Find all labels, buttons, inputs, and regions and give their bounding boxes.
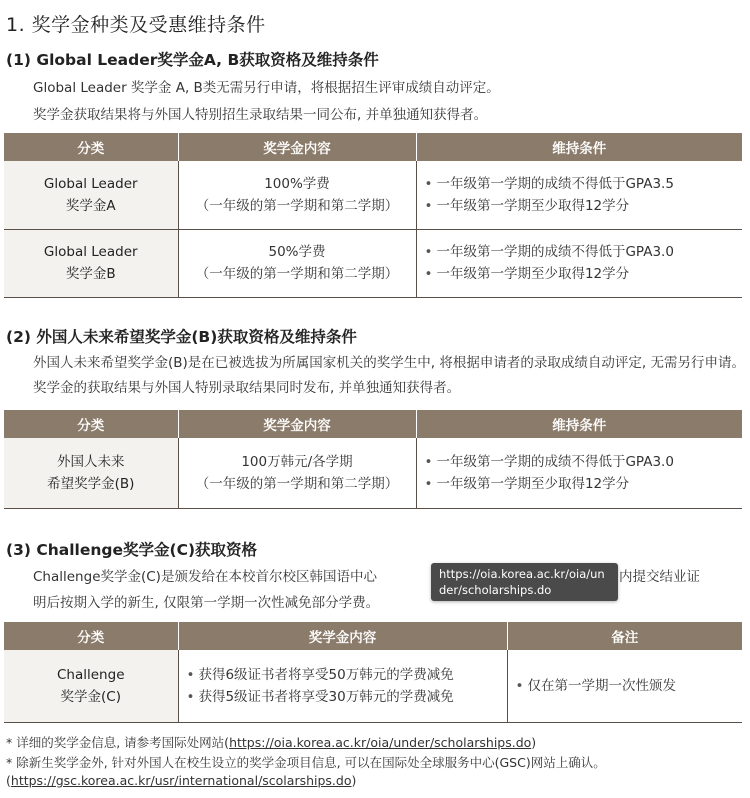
table-row	[4, 650, 742, 722]
bullet-icon: •	[186, 688, 195, 705]
category-cell	[4, 229, 178, 297]
category-line: Challenge	[57, 666, 125, 683]
content-line: 50%学费	[268, 244, 326, 260]
content-cell	[178, 229, 416, 297]
footnote-1-prefix: * 详细的奖学金信息, 请参考国际处网站(	[6, 735, 230, 750]
category-cell	[4, 438, 178, 508]
category-line: 奖学金(C)	[60, 688, 121, 705]
content-line: 获得5级证书者将享受30万韩元的学费减免	[198, 688, 454, 705]
content-line: （一年级的第一学期和第二学期）	[195, 266, 399, 282]
bullet-icon: •	[424, 197, 433, 214]
content-cell	[178, 650, 507, 722]
header-content: 奖学金内容	[178, 410, 416, 438]
section1-line-2: 奖学金获取结果将与外国人特别招生录取结果一同公布, 并单独通知获得者。	[33, 107, 488, 123]
bullet-icon: •	[424, 453, 433, 470]
section1-line-1: Global Leader 奖学金 A, B类无需另行申请，将根据招生评审成绩自动评定。	[33, 80, 500, 96]
footnote-3-suffix: )	[351, 773, 357, 788]
category-line: 奖学金A	[65, 197, 116, 214]
bullet-icon: •	[424, 266, 433, 282]
table-row	[4, 438, 742, 508]
footnote-1-suffix: )	[531, 735, 537, 750]
category-line: 希望奖学金(B)	[47, 475, 135, 492]
condition-cell	[416, 438, 742, 508]
condition-line: 一年级第一学期至少取得12学分	[436, 266, 630, 282]
table-header-row	[4, 133, 742, 161]
header-content: 奖学金内容	[178, 133, 416, 161]
content-line: 100万韩元/各学期	[241, 453, 353, 470]
content-cell	[178, 161, 416, 229]
condition-line: 一年级第一学期至少取得12学分	[436, 475, 630, 492]
condition-cell	[416, 229, 742, 297]
header-category: 分类	[4, 133, 178, 161]
table-row	[4, 161, 742, 229]
header-condition: 维持条件	[416, 410, 742, 438]
bullet-icon: •	[424, 475, 433, 492]
category-cell	[4, 650, 178, 722]
category-line: Global Leader	[43, 244, 138, 260]
condition-line: 一年级第一学期的成绩不得低于GPA3.0	[436, 453, 674, 470]
content-line: （一年级的第一学期和第二学期）	[195, 197, 399, 214]
table-header-row	[4, 410, 742, 438]
category-cell	[4, 161, 178, 229]
category-line: 外国人未来	[57, 453, 125, 470]
condition-line: 一年级第一学期至少取得12学分	[436, 197, 630, 214]
header-content: 奖学金内容	[178, 622, 507, 650]
header-category: 分类	[4, 410, 178, 438]
category-line: 奖学金B	[65, 266, 116, 282]
section3-line-1-start: Challenge奖学金(C)是颁发给在本校首尔校区韩国语中心	[33, 569, 377, 585]
footnote-3-prefix: (	[6, 773, 11, 788]
page-title: 1. 奖学金种类及受惠维持条件	[6, 14, 266, 36]
footnote-1	[6, 733, 536, 751]
bullet-icon: •	[424, 244, 433, 260]
section2-heading: (2) 外国人未来希望奖学金(B)获取资格及维持条件	[6, 328, 357, 346]
table-header-row	[4, 622, 742, 650]
gsc-scholarship-link[interactable]: https://gsc.korea.ac.kr/usr/international/scolarships.do	[10, 773, 352, 788]
note-line: 仅在第一学期一次性颁发	[527, 677, 676, 694]
section3-line-1-end: 内提交结业证	[619, 569, 700, 585]
table-challenge	[4, 622, 742, 723]
table-global-leader	[4, 133, 742, 298]
section3-heading: (3) Challenge奖学金(C)获取资格	[6, 541, 258, 559]
header-note: 备注	[507, 622, 742, 650]
section2-paragraph: 外国人未来希望奖学金(B)是在已被选拔为所属国家机关的奖学生中, 将根据申请者的录取成绩自动评定, 无需另行申请。奖学金的获取结果与外国人特别录取结果同时发布, 并单独通知获得者。	[33, 355, 745, 396]
condition-line: 一年级第一学期的成绩不得低于GPA3.5	[436, 175, 674, 192]
section1-heading: (1) Global Leader奖学金A, B获取资格及维持条件	[6, 51, 379, 69]
header-condition: 维持条件	[416, 133, 742, 161]
condition-line: 一年级第一学期的成绩不得低于GPA3.0	[436, 244, 674, 260]
table-row	[4, 229, 742, 297]
link-url-tooltip: https://oia.korea.ac.kr/oia/under/scholarships.do	[431, 563, 618, 601]
bullet-icon: •	[186, 666, 195, 683]
content-cell	[178, 438, 416, 508]
content-line: （一年级的第一学期和第二学期）	[195, 475, 399, 492]
condition-cell	[416, 161, 742, 229]
footnote-3	[6, 773, 356, 788]
footnote-2: * 除新生奖学金外, 针对外国人在校生设立的奖学金项目信息, 可以在国际处全球服务中心(GSC)网站上确认。	[6, 755, 606, 770]
table-future-hope	[4, 410, 742, 509]
content-line: 100%学费	[264, 175, 330, 192]
bullet-icon: •	[515, 677, 524, 694]
section3-line-2: 明后按期入学的新生, 仅限第一学期一次性减免部分学费。	[33, 595, 380, 611]
category-line: Global Leader	[43, 175, 138, 192]
bullet-icon: •	[424, 175, 433, 192]
note-cell	[507, 650, 742, 722]
oia-scholarship-link[interactable]: https://oia.korea.ac.kr/oia/under/scholarships.do	[229, 735, 532, 750]
content-line: 获得6级证书者将享受50万韩元的学费减免	[198, 666, 454, 683]
header-category: 分类	[4, 622, 178, 650]
